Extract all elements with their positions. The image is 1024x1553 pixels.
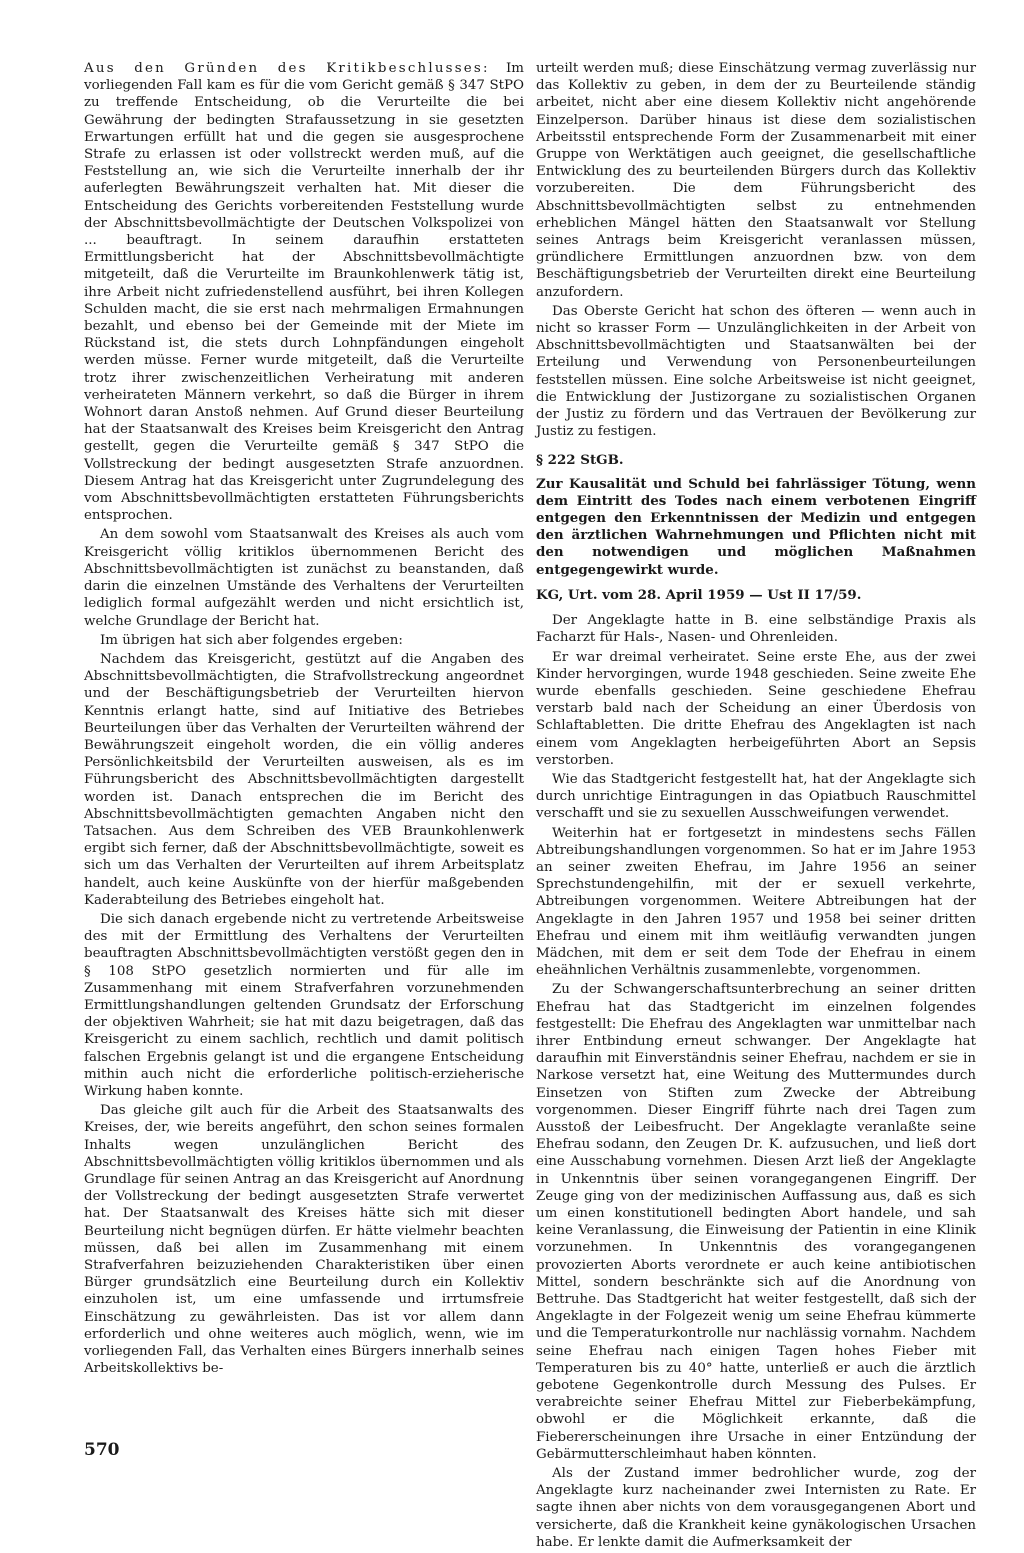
paragraph: Nachdem das Kreisgericht, gestützt auf die Angaben des Abschnittsbevollmächtigten, die Strafvollstreckung angeordnet und der Beschäftigungsbetrieb der Verurteilten hiervon Kenntnis erlangt hatte, sind auf Initiative des Betriebes Beurteilungen über das Verhalten der Verurteilten während der Bewährungszeit eingeholt worden, die ein völlig anderes Persönlichkeitsbild der Verurteilten ausweisen, als es im Führungsbericht des Abschnittsbevollmächtigten dargestellt worden ist. Danach entsprechen die im Bericht des Abschnittsbevollmächtigten gemachten Angaben nicht den Tatsachen. Aus dem Schreiben des VEB Braunkohlenwerk ergibt sich ferner, daß der Abschnittsbevollmächtigte, soweit es sich um das Verhalten der Verurteilten auf ihrem Arbeitsplatz handelt, auch keine Auskünfte von der hierfür maßgebenden Kaderabteilung des Betriebes eingeholt hat.: [84, 651, 524, 908]
paragraph: Das gleiche gilt auch für die Arbeit des Staatsanwalts des Kreises, der, wie bereits angeführt, den schon seines formalen Inhalts wegen unzulänglichen Bericht des Abschnittsbevollmächtigten völlig kritiklos übernommen und als Grundlage für seinen Antrag an das Kreisgericht auf Anordnung der Vollstreckung der bedingt ausgesetzten Strafe verwertet hat. Der Staatsanwalt des Kreises hätte sich mit dieser Beurteilung nicht begnügen dürfen. Er hätte vielmehr beachten müssen, daß bei allen im Zusammenhang mit einem Strafverfahren beizuziehenden Charakteristiken über einen Bürger grundsätzlich eine Beurteilung durch ein Kollektiv einzuholen ist, um eine umfassende und irrtumsfreie Einschätzung zu gewährleisten. Das ist vor allem dann erforderlich und ohne weiteres auch möglich, wenn, wie im vorliegenden Fall, das Verhalten eines Bürgers innerhalb seines Arbeitskollektivs be-: [84, 1103, 524, 1377]
paragraph: urteilt werden muß; diese Einschätzung vermag zuverlässig nur das Kollektiv zu geben, in dem der zu Beurteilende ständig arbeitet, nicht aber eine diesem Kollektiv nicht angehörende Einzelperson. Darüber hinaus ist diese dem sozialistischen Arbeitsstil entsprechende Form der Zusammenarbeit mit einer Gruppe von Werktätigen auch geeignet, die gesellschaftliche Entwicklung des zu beurteilenden Bürgers durch das Kollektiv vorzubereiten. Die dem Führungsbericht des Abschnittsbevollmächtigten selbst zu entnehmenden erheblichen Mängel hätten den Staatsanwalt vor Stellung seines Antrags beim Kreisgericht veranlassen müssen, gründlichere Ermittlungen anzuordnen bzw. von dem Beschäftigungsbetrieb der Verurteilten direkt eine Beurteilung anzufordern.: [536, 61, 976, 300]
reasons-heading: Aus den Gründen des Kritikbeschlusses:: [84, 61, 490, 76]
statute-heading: § 222 StGB.: [536, 452, 624, 469]
court-citation: KG, Urt. vom 28. April 1959 — Ust II 17/59.: [536, 586, 862, 603]
paragraph: Er war dreimal verheiratet. Seine erste Ehe, aus der zwei Kinder hervorgingen, wurde 1948 geschieden. Seine zweite Ehe wurde ebenfalls geschieden. Seine geschiedene Ehefrau verstarb bald nach der Scheidung an einer Überdosis von Schlaftabletten. Die dritte Ehefrau des Angeklagten ist nach einem vom Angeklagten herbeigeführten Abort an Sepsis verstorben.: [536, 649, 976, 768]
paragraph: Im übrigen hat sich aber folgendes ergeben:: [100, 632, 403, 648]
paragraph: Wie das Stadtgericht festgestellt hat, hat der Angeklagte sich durch unrichtige Eintragungen in das Opiatbuch Rauschmittel verschafft und sie zu sexuellen Ausschweifungen verwendet.: [536, 771, 976, 822]
right-column: [536, 60, 976, 1553]
paragraph: Als der Zustand immer bedrohlicher wurde, zog der Angeklagte kurz nacheinander zwei Internisten zu Rate. Er sagte ihnen aber nichts von dem vorausgegangenen Abort und versicherte, daß die Krankheit keine gynäkologischen Ursachen habe. Er lenkte damit die Aufmerksamkeit der: [536, 1466, 976, 1550]
paragraph-with-heading: [84, 60, 524, 524]
page-number: 570: [84, 1440, 120, 1460]
paragraph-text: Im vorliegenden Fall kam es für die vom Gericht gemäß § 347 StPO zu treffende Entscheidung, ob die Verurteilte die bei Gewährung der bedingten Strafaussetzung in sie gesetzten Erwartungen erfüllt hat und die gegen sie ausgesprochene Strafe zu erlassen ist oder vollstreckt werden muß, auf die Feststellung an, wie sich die Verurteilte innerhalb der ihr auferlegten Bewährungszeit verhalten hat. Mit dieser die Entscheidung des Gerichts vorbereitenden Feststellung wurde der Abschnittsbevollmächtigte der Deutschen Volkspolizei von ... beauftragt. In seinem daraufhin erstatteten Ermittlungsbericht hat der Abschnittsbevollmächtigte mitgeteilt, daß die Verurteilte im Braunkohlenwerk tätig ist, ihre Arbeit nicht zufriedenstellend ausführt, bei ihren Kollegen Schulden macht, die sie erst nach mehrmaligen Ermahnungen bezahlt, und ebenso bei der Gemeinde mit der Miete im Rückstand ist, die stets durch Lohnpfändungen eingeholt werden müsse. Ferner wurde mitgeteilt, daß die Verurteilte trotz ihrer zwischenzeitlichen Verheiratung mit anderen verheirateten Männern verkehrt, so daß die Bürger in ihrem Wohnort daran Anstoß nehmen. Auf Grund dieser Beurteilung hat der Staatsanwalt des Kreises beim Kreisgericht den Antrag gestellt, gegen die Verurteilte gemäß § 347 StPO die Vollstreckung der bedingt ausgesetzten Strafe anzuordnen. Diesem Antrag hat das Kreisgericht unter Zugrundelegung des vom Abschnittsbevollmächtigten erstatteten Führungsberichts entsprochen.: [84, 61, 524, 524]
left-column: [84, 60, 524, 1379]
paragraph: Das Oberste Gericht hat schon des öfteren — wenn auch in nicht so krasser Form — Unzulänglichkeiten in der Arbeit von Abschnittsbevollmächtigten und Staatsanwälten bei der Erteilung und Verwendung von Personenbeurteilungen feststellen müssen. Eine solche Arbeitsweise ist nicht geeignet, die Entwicklung der Justizorgane zu sozialistischen Organen der Justiz zu fördern und das Vertrauen der Bevölkerung zur Justiz zu festigen.: [536, 303, 976, 440]
headnote: Zur Kausalität und Schuld bei fahrlässiger Tötung, wenn dem Eintritt des Todes nach einem verbotenen Eingriff entgegen den Erkenntnissen der Medizin und entgegen den ärztlichen Wahrnehmungen und Pflichten nicht mit den notwendigen und möglichen Maßnahmen entgegengewirkt wurde.: [536, 475, 976, 578]
paragraph: Weiterhin hat er fortgesetzt in mindestens sechs Fällen Abtreibungshandlungen vorgenommen. So hat er im Jahre 1953 an seiner zweiten Ehefrau, im Jahre 1956 an seiner Sprechstundengehilfin, mit der er sexuell verkehrte, Abtreibungen vorgenommen. Weitere Abtreibungen hat der Angeklagte in den Jahren 1957 und 1958 bei seiner dritten Ehefrau und einem mit ihm weitläufig verwandten jungen Mädchen, mit dem er seit dem Tode der Ehefrau in einem eheähnlichen Verhältnis zusammenlebte, vorgenommen.: [536, 825, 976, 979]
paragraph: Die sich danach ergebende nicht zu vertretende Arbeitsweise des mit der Ermittlung des Verhaltens der Verurteilten beauftragten Abschnittsbevollmächtigten verstößt gegen den in § 108 StPO gesetzlich normierten und für alle im Zusammenhang mit einem Strafverfahren vorzunehmenden Ermittlungshandlungen geltenden Grundsatz der Erforschung der objektiven Wahrheit; sie hat mit dazu beigetragen, daß das Kreisgericht zu einem sachlich, rechtlich und damit politisch falschen Ergebnis gelangt ist und die ergangene Entscheidung mithin auch nicht die erforderliche politisch-erzieherische Wirkung haben konnte.: [84, 911, 524, 1099]
paragraph: An dem sowohl vom Staatsanwalt des Kreises als auch vom Kreisgericht völlig kritiklos übernommenen Bericht des Abschnittsbevollmächtigten ist zunächst zu beanstanden, daß darin die einzelnen Umstände des Verhaltens der Verurteilten lediglich formal aufgezählt werden und nicht ersichtlich ist, welche Grundlage der Bericht hat.: [84, 527, 524, 629]
paragraph: Der Angeklagte hatte in B. eine selbständige Praxis als Facharzt für Hals-, Nasen- und Ohrenleiden.: [536, 613, 976, 646]
paragraph: Zu der Schwangerschaftsunterbrechung an seiner dritten Ehefrau hat das Stadtgericht im einzelnen folgendes festgestellt: Die Ehefrau des Angeklagten war unmittelbar nach ihrer Entbindung erneut schwanger. Der Angeklagte hat daraufhin mit Einverständnis seiner Ehefrau, nachdem er sie in Narkose versetzt hat, eine Weitung des Muttermundes durch Einsetzen von Stiften zum Zwecke der Abtreibung vorgenommen. Dieser Eingriff führte nach drei Tagen zum Ausstoß der Leibesfrucht. Der Angeklagte veranlaßte seine Ehefrau sodann, den Zeugen Dr. K. aufzusuchen, und ließ dort eine Ausschabung vornehmen. Diesen Arzt ließ der Angeklagte in Unkenntnis über seinen vorangegangenen Eingriff. Der Zeuge ging von der medizinischen Auffassung aus, daß es sich um einen konstitutionell bedingten Abort handele, und sah keine Veranlassung, die Einweisung der Patientin in eine Klinik vorzunehmen. In Unkenntnis des vorangegangenen provozierten Aborts verordnete er auch keine antibiotischen Mittel, sondern beschränkte sich auf die Anordnung von Bettruhe. Das Stadtgericht hat weiter festgestellt, daß sich der Angeklagte in der Folgezeit wenig um seine Ehefrau kümmerte und die Temperaturkontrolle nur nachlässig vornahm. Nachdem seine Ehefrau nach einigen Tagen hohes Fieber mit Temperaturen bis zu 40° hatte, unterließ er auch die ärztlich gebotene Gegenkontrolle durch Messung des Pulses. Er verabreichte seiner Ehefrau Mittel zur Fieberbekämpfung, obwohl er die Möglichkeit erkannte, daß die Fiebererscheinungen ihre Ursache in einer Entzündung der Gebärmutterschleimhaut haben könnten.: [536, 982, 976, 1462]
